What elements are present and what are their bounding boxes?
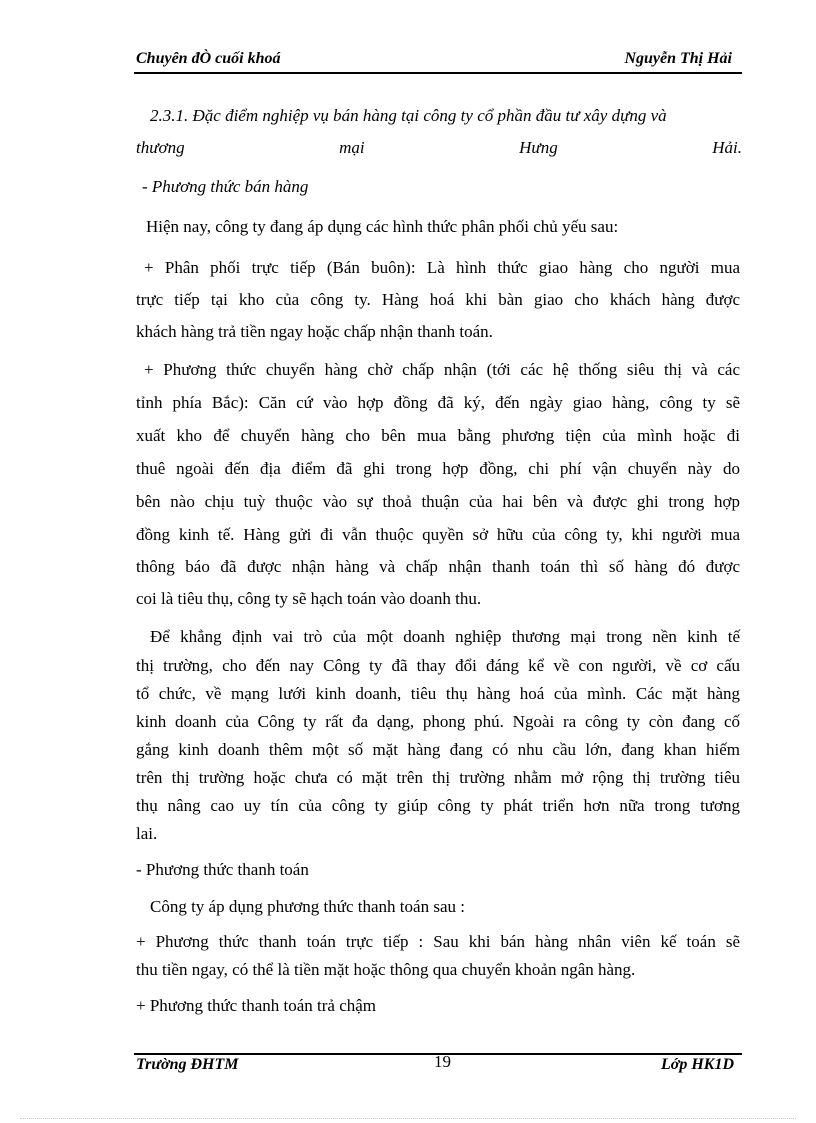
para-role-line-7: thụ nâng cao uy tín của công ty giúp công ty phát triển hơn nữa trong tương [136, 796, 740, 815]
para-shipping-line-3: xuất kho để chuyển hàng cho bên mua bằng phương tiện của mình hoặc đi [136, 426, 740, 445]
para-shipping-line-1: + Phương thức chuyển hàng chờ chấp nhận (tới các hệ thống siêu thị và các [144, 360, 740, 379]
section-heading-line-2: thương mại Hưng Hải. [136, 138, 742, 157]
page-number: 19 [434, 1052, 451, 1071]
para-shipping-line-5: bên nào chịu tuỳ thuộc vào sự thoả thuận của hai bên và được ghi trong hợp [136, 492, 740, 511]
para-role-line-8: lai. [136, 824, 158, 843]
para-role-line-2: thị trường, cho đến nay Công ty đã thay đổi đáng kể về con người, về cơ cấu [136, 656, 740, 675]
para-shipping-line-7: thông báo đã được nhận hàng và chấp nhận thanh toán thì số hàng đó được [136, 557, 740, 576]
para-shipping-line-2: tỉnh phía Bắc): Căn cứ vào hợp đồng đã ký, đến ngày giao hàng, công ty sẽ [136, 393, 740, 412]
section-heading-line-1: 2.3.1. Đặc điểm nghiệp vụ bán hàng tại công ty cổ phần đầu tư xây dựng và [150, 106, 667, 125]
para-pay-deferred: + Phương thức thanh toán trả chậm [136, 996, 377, 1015]
footer-class: Lớp HK1D [660, 1056, 734, 1073]
para-role-line-1: Để khẳng định vai trò của một doanh nghiệp thương mại trong nền kinh tế [150, 627, 740, 646]
para-direct-line-2: trực tiếp tại kho của công ty. Hàng hoá khi bàn giao cho khách hàng được [136, 290, 740, 309]
footer-school: Trường ĐHTM [136, 1056, 239, 1073]
payment-intro: Công ty áp dụng phương thức thanh toán sau : [150, 897, 465, 916]
header-title: Chuyên đÒ cuối khoá [136, 50, 281, 67]
para-shipping-line-6: đồng kinh tế. Hàng gửi đi vẫn thuộc quyền sở hữu của công ty, khi người mua [136, 525, 740, 544]
subheading-sales-method: - Phương thức bán hàng [142, 177, 309, 196]
para-shipping-line-8: coi là tiêu thụ, công ty sẽ hạch toán vào doanh thu. [136, 589, 482, 608]
page-edge-divider [20, 1118, 796, 1119]
page-footer [134, 1052, 742, 1080]
para-shipping-line-4: thuê ngoài đến địa điểm đã ghi trong hợp đồng, chi phí vận chuyển này do [136, 459, 740, 478]
para-direct-line-1: + Phân phối trực tiếp (Bán buôn): Là hình thức giao hàng cho người mua [144, 258, 740, 277]
header-author: Nguyễn Thị Hải [624, 50, 732, 67]
page-header [134, 48, 742, 74]
para-role-line-6: trên thị trường hoặc chưa có mặt trên thị trường nhằm mở rộng thị trường tiêu [136, 768, 740, 787]
para-pay-direct-line-1: + Phương thức thanh toán trực tiếp : Sau khi bán hàng nhân viên kế toán sẽ [136, 932, 740, 951]
para-pay-direct-line-2: thu tiền ngay, có thể là tiền mặt hoặc thông qua chuyển khoản ngân hàng. [136, 960, 636, 979]
para-role-line-4: kinh doanh của Công ty rất đa dạng, phong phú. Ngoài ra công ty còn đang cố [136, 712, 740, 731]
subheading-payment-method: - Phương thức thanh toán [136, 860, 309, 879]
intro-paragraph: Hiện nay, công ty đang áp dụng các hình thức phân phối chủ yếu sau: [146, 217, 619, 236]
para-direct-line-3: khách hàng trả tiền ngay hoặc chấp nhận thanh toán. [136, 322, 493, 341]
para-role-line-3: tổ chức, về mạng lưới kinh doanh, tiêu thụ hàng hoá của mình. Các mặt hàng [136, 684, 740, 703]
para-role-line-5: gắng kinh doanh thêm một số mặt hàng đang có nhu cầu lớn, đang khan hiếm [136, 740, 740, 759]
